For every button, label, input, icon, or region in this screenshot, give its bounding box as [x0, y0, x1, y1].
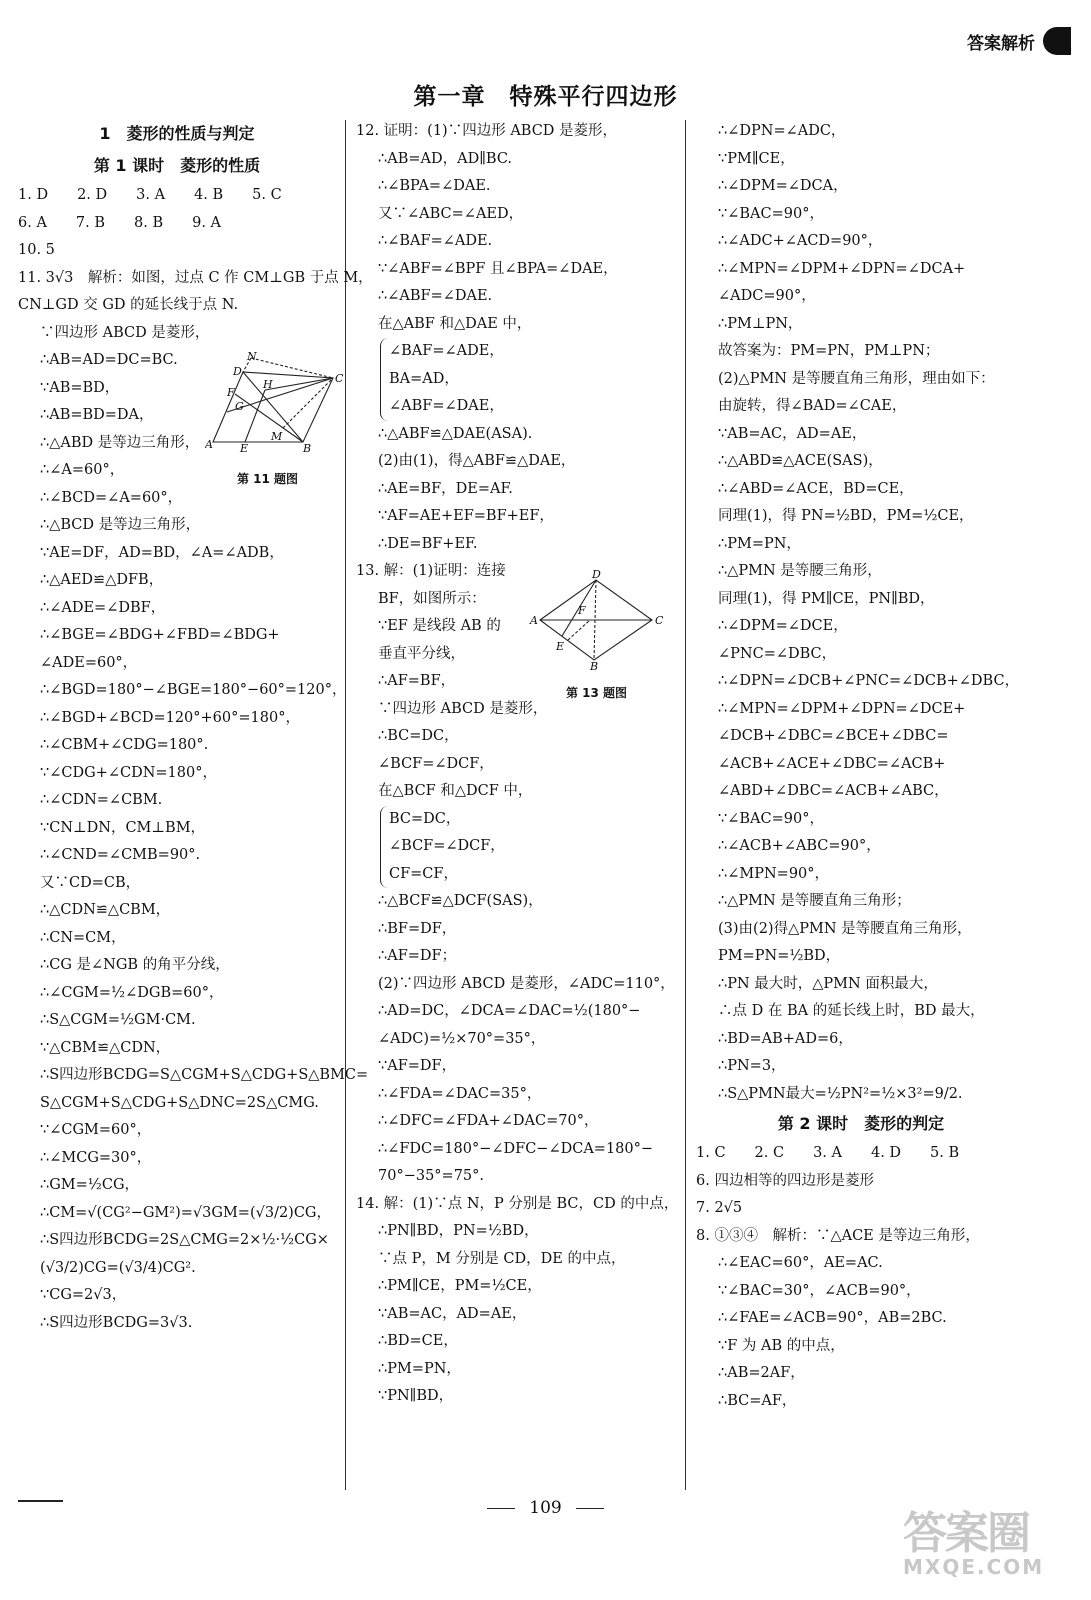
answer-line: ∠ADE=60°，	[40, 654, 138, 671]
answer-line: ∵AB=AC，AD=AE，	[718, 425, 867, 442]
answer-line: ∠BCF=∠DCF，	[378, 755, 494, 772]
answer-line: ∴∠BCD=∠A=60°，	[40, 489, 183, 506]
answer-line: ∴∠CBM+∠CDG=180°.	[40, 737, 209, 753]
answer-line: ∵AB=BD，	[40, 379, 120, 396]
answer-line: ∴S四边形BCDG=2S△CMG=2×½·½CG×	[40, 1232, 329, 1248]
answer-line: ∴AB=2AF，	[718, 1365, 805, 1381]
answer-line: ∵AB=AC，AD=AE，	[378, 1305, 527, 1322]
figure-11-diagram	[205, 350, 345, 455]
answer-line: ∴△PMN 是等腰三角形，	[718, 563, 882, 579]
fig13-label-f: F	[578, 604, 586, 617]
answer-line: PM=PN=½BD，	[718, 948, 841, 964]
answer-line: ∴∠BGD+∠BCD=120°+60°=180°，	[40, 709, 300, 726]
chapter-title: 第一章 特殊平行四边形	[413, 84, 678, 110]
answer-line: ∴S四边形BCDG=3√3.	[40, 1314, 193, 1331]
answer-line: ∴∠A=60°，	[40, 462, 125, 478]
answer-line: ∴BC=AF，	[718, 1392, 797, 1409]
answer-line: ∴AB=BD=DA，	[40, 407, 154, 423]
answer-line: 由旋转，得∠BAD=∠CAE，	[718, 398, 907, 414]
answer-line: ∴∠BGE=∠BDG+∠FBD=∠BDG+	[40, 627, 280, 643]
answer-line: ∵四边形 ABCD 是菱形，	[378, 700, 548, 717]
answer-line: 6. 四边相等的四边形是菱形	[696, 1172, 874, 1189]
answer-line: ∵点 P，M 分别是 CD，DE 的中点，	[378, 1250, 626, 1267]
answer-line: 6. A 7. B 8. B 9. A	[18, 214, 222, 231]
answer-line: 垂直平分线，	[378, 645, 465, 662]
answer-line: ∴∠FDC=180°−∠DFC−∠DCA=180°−	[378, 1140, 654, 1157]
answer-line: 在△ABF 和△DAE 中，	[378, 315, 532, 332]
answer-line: ∴△BCF≌△DCF(SAS)，	[378, 893, 543, 909]
answer-line: 10. 5	[18, 242, 55, 258]
answer-line: S△CGM+S△CDG+S△DNC=2S△CMG.	[40, 1094, 319, 1111]
answer-line: ∴△ABD≌△ACE(SAS)，	[718, 453, 883, 469]
answer-line: 8. ①③④ 解析：∵△ACE 是等边三角形，	[696, 1227, 980, 1244]
answer-line: 故答案为：PM=PN，PM⊥PN；	[718, 343, 940, 359]
fig13-label-b: B	[590, 660, 599, 673]
answer-line: ∵AE=DF，AD=BD，∠A=∠ADB，	[40, 544, 284, 561]
answer-line: ∴∠CND=∠CMB=90°.	[40, 847, 201, 863]
answer-line: BA=AD，	[389, 370, 459, 387]
answer-line: ∴BF=DF，	[378, 920, 457, 937]
answer-line: ∴DE=BF+EF.	[378, 535, 478, 552]
answer-line: ∠ADC)=½×70°=35°，	[378, 1030, 546, 1047]
answer-line: ∵∠BAC=30°，∠ACB=90°，	[718, 1282, 921, 1299]
answer-line: ∴∠ABD=∠ACE，BD=CE，	[718, 480, 914, 497]
answer-line: 14. 解：(1)∵点 N，P 分别是 BC，CD 的中点，	[356, 1195, 679, 1212]
answer-line: 13. 解：(1)证明：连接	[356, 563, 506, 579]
answer-line: ∴∠EAC=60°，AE=AC.	[718, 1255, 883, 1271]
answer-line: ∴CM=√(CG²−GM²)=√3GM=(√3/2)CG，	[40, 1204, 332, 1221]
answer-line: ∴PM=PN，	[718, 535, 801, 552]
answer-line: ∴△CDN≌△CBM，	[40, 902, 171, 918]
answer-column-1	[18, 118, 373, 1337]
lesson-heading: 第 1 课时 菱形的性质	[93, 156, 261, 175]
answer-line: ∴AE=BF，DE=AF.	[378, 480, 513, 497]
fig11-label-g: G	[235, 400, 244, 413]
answer-line: 在△BCF 和△DCF 中，	[378, 783, 533, 799]
figure-13-caption: 第 13 题图	[566, 686, 628, 700]
answer-line: 11. 3√3 解析：如图，过点 C 作 CM⊥GB 于点 M，	[18, 269, 373, 286]
answer-line: ∵PN∥BD，	[378, 1388, 454, 1404]
header-tab-label: 答案解析	[967, 33, 1035, 54]
answer-line: ∵PM∥CE，	[718, 150, 795, 167]
answer-line: ∴AB=AD，AD∥BC.	[378, 150, 513, 167]
answer-line: ∴AD=DC，∠DCA=∠DAC=½(180°−	[378, 1003, 641, 1019]
answer-line: 同理(1)，得 PM∥CE，PN∥BD，	[718, 590, 935, 607]
answer-line: ∴PN 最大时，△PMN 面积最大，	[718, 975, 938, 992]
answer-line: (2)△PMN 是等腰直角三角形，理由如下：	[718, 370, 995, 387]
answer-line: ∵CN⊥DN，CM⊥BM，	[40, 819, 206, 836]
answer-line: ∴点 D 在 BA 的延长线上时，BD 最大，	[718, 1003, 985, 1019]
answer-line: ∴PN∥BD，PN=½BD，	[378, 1223, 539, 1239]
answer-line: (√3/2)CG=(√3/4)CG².	[40, 1259, 196, 1276]
column-divider-2	[685, 120, 686, 1490]
answer-line: ∵∠BAC=90°，	[718, 810, 824, 827]
answer-line: ∠ABD+∠DBC=∠ACB+∠ABC，	[718, 783, 949, 799]
column-divider-1	[345, 120, 346, 1490]
answer-line: ∴AB=AD=DC=BC.	[40, 352, 178, 368]
answer-line: ∴∠MCG=30°，	[40, 1149, 152, 1166]
answer-line: (2)由(1)，得△ABF≌△DAE，	[378, 453, 576, 469]
system-brace-2	[380, 806, 674, 889]
watermark-url: MXQE.COM	[903, 1555, 1045, 1579]
answer-line: ∴△ABD 是等边三角形，	[40, 434, 200, 451]
answer-line: ∴∠MPN=∠DPM+∠DPN=∠DCA+	[718, 260, 966, 277]
answer-line: ∴∠DPM=∠DCA，	[718, 178, 848, 194]
header-tab-marker	[1043, 27, 1071, 55]
answer-line: ∴BD=AB+AD=6，	[718, 1030, 853, 1047]
fig11-label-d: D	[233, 365, 242, 378]
answer-line: ∴PN=3，	[718, 1058, 786, 1074]
answer-line: ∠ACB+∠ACE+∠DBC=∠ACB+	[718, 755, 946, 772]
answer-line: CN⊥GD 交 GD 的延长线于点 N.	[18, 297, 239, 313]
answer-line: ∴AF=BF，	[378, 673, 456, 689]
answer-line: ∴∠MPN=∠DPM+∠DPN=∠DCE+	[718, 700, 966, 717]
fig11-label-e: E	[240, 442, 249, 455]
system-brace-1	[380, 338, 674, 421]
answer-line: ∵∠BAC=90°，	[718, 205, 824, 222]
answer-line: ∴S△CGM=½GM·CM.	[40, 1012, 196, 1028]
header-tab	[921, 20, 1091, 62]
answer-line: ∵AF=DF，	[378, 1058, 457, 1074]
answer-line: 1. C 2. C 3. A 4. D 5. B	[696, 1145, 960, 1161]
answer-line: ∴∠BAF=∠ADE.	[378, 233, 493, 249]
lesson-2-heading: 第 2 课时 菱形的判定	[777, 1114, 945, 1133]
answer-line: (2)∵四边形 ABCD 是菱形，∠ADC=110°，	[378, 975, 675, 992]
answer-line: ∴∠DPM=∠DCE，	[718, 618, 848, 634]
answer-line: ∠ADC=90°，	[718, 288, 816, 304]
answer-line: ∴∠FAE=∠ACB=90°，AB=2BC.	[718, 1310, 947, 1326]
fig11-label-f: F	[227, 386, 235, 399]
section-heading: 1 菱形的性质与判定	[99, 124, 255, 143]
answer-line: 70°−35°=75°.	[378, 1168, 485, 1184]
answer-line: ∠PNC=∠DBC，	[718, 645, 837, 662]
answer-line: ∠ABF=∠DAE，	[389, 398, 504, 414]
answer-line: ∴CN=CM，	[40, 929, 126, 946]
answer-line: ∵∠CDG+∠CDN=180°，	[40, 764, 217, 781]
answer-line: 又∵∠ABC=∠AED，	[378, 205, 524, 222]
answer-line: BC=DC，	[389, 810, 461, 827]
answer-line: ∵四边形 ABCD 是菱形，	[40, 324, 210, 341]
answer-line: ∴∠BGD=180°−∠BGE=180°−60°=120°，	[40, 682, 347, 698]
answer-line: ∴△BCD 是等边三角形，	[40, 517, 201, 533]
answer-line: ∴∠ADE=∠DBF，	[40, 599, 166, 616]
answer-line: ∴∠DFC=∠FDA+∠DAC=70°，	[378, 1113, 599, 1129]
answer-line: ∴∠ACB+∠ABC=90°，	[718, 838, 881, 854]
answer-line: ∴∠CGM=½∠DGB=60°，	[40, 984, 224, 1001]
answer-line: ∵AF=AE+EF=BF+EF，	[378, 508, 554, 524]
answer-line: ∴∠ADC+∠ACD=90°，	[718, 233, 883, 249]
figure-11-caption: 第 11 题图	[237, 472, 299, 486]
answer-line: ∵∠ABF=∠BPF 且∠BPA=∠DAE，	[378, 260, 618, 277]
answer-line: ∴BD=CE，	[378, 1333, 458, 1349]
fig11-label-m: M	[271, 430, 283, 443]
answer-line: ∴GM=½CG，	[40, 1177, 140, 1193]
page-number-text: 109	[529, 1498, 562, 1518]
answer-line: ∠BAF=∠ADE，	[389, 343, 504, 359]
answer-line: ∴PM⊥PN，	[718, 315, 803, 332]
answer-line: ∠BCF=∠DCF，	[389, 838, 505, 854]
answer-line: ∴∠DPN=∠DCB+∠PNC=∠DCB+∠DBC，	[718, 673, 1020, 689]
fig13-label-e: E	[556, 640, 565, 653]
answer-line: BF，如图所示：	[378, 590, 486, 607]
answer-line: 12. 证明：(1)∵四边形 ABCD 是菱形，	[356, 123, 618, 139]
answer-line: ∴AF=DF；	[378, 948, 457, 964]
answer-line: CF=CF，	[389, 865, 458, 882]
answer-line: 又∵CD=CB，	[40, 874, 141, 891]
answer-line: ∴∠BPA=∠DAE.	[378, 178, 491, 194]
fig11-label-a: A	[205, 438, 213, 451]
watermark	[903, 1508, 1063, 1580]
answer-column-2	[356, 118, 679, 1411]
fig13-label-a: A	[530, 614, 538, 627]
answer-line: ∴△PMN 是等腰直角三角形；	[718, 893, 911, 909]
answer-line: ∠DCB+∠DBC=∠BCE+∠DBC=	[718, 728, 949, 744]
fig13-label-c: C	[655, 614, 664, 627]
answer-line: ∵F 为 AB 的中点，	[718, 1337, 845, 1354]
answer-line: ∴∠FDA=∠DAC=35°，	[378, 1085, 542, 1102]
answer-line: ∴∠ABF=∠DAE.	[378, 288, 493, 304]
answer-line: ∴△AED≌△DFB，	[40, 572, 164, 588]
answer-line: ∴BC=DC，	[378, 728, 459, 744]
answer-line: 7. 2√5	[696, 1200, 743, 1216]
answer-line: 同理(1)，得 PN=½BD，PM=½CE，	[718, 508, 974, 524]
answer-line: ∵CG=2√3，	[40, 1287, 127, 1303]
answer-line: ∵△CBM≌△CDN，	[40, 1039, 171, 1056]
answer-line: ∴∠MPN=90°，	[718, 865, 830, 882]
answer-line: ∴S△PMN最大=½PN²=½×3²=9/2.	[718, 1085, 963, 1102]
answer-line: ∴S四边形BCDG=S△CGM+S△CDG+S△BMC=	[40, 1067, 369, 1083]
answer-line: ∴∠DPN=∠ADC，	[718, 123, 846, 139]
figure-13-diagram	[528, 568, 668, 673]
answer-line: ∴∠CDN=∠CBM.	[40, 792, 163, 808]
answer-line: ∴PM=PN，	[378, 1360, 461, 1377]
answer-line: ∴CG 是∠NGB 的角平分线，	[40, 957, 230, 973]
answer-column-3	[696, 118, 1026, 1415]
answer-line: ∴△ABF≌△DAE(ASA).	[378, 425, 533, 442]
watermark-logo-text: 答案圈	[903, 1508, 1029, 1559]
fig11-label-b: B	[303, 442, 312, 455]
fig13-label-d: D	[592, 568, 601, 581]
answer-line: ∴PM∥CE，PM=½CE，	[378, 1278, 542, 1294]
fig11-label-h: H	[263, 378, 273, 391]
answer-line: 1. D 2. D 3. A 4. B 5. C	[18, 187, 282, 203]
fig11-label-c: C	[335, 372, 344, 385]
answer-line: ∵EF 是线段 AB 的	[378, 618, 501, 634]
fig11-label-n: N	[247, 350, 257, 363]
answer-line: ∵∠CGM=60°，	[40, 1122, 152, 1138]
answer-line: (3)由(2)得△PMN 是等腰直角三角形，	[718, 920, 972, 937]
